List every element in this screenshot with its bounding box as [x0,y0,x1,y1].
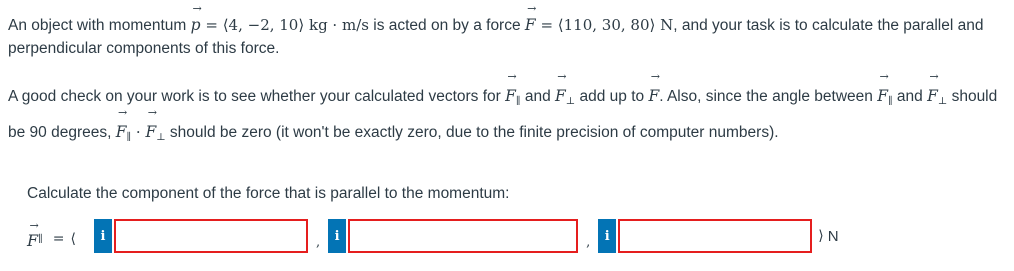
perp-subscript: ⊥ [156,132,166,143]
info-icon[interactable]: i [598,219,616,253]
momentum-vector-symbol [190,2,202,37]
parallel-subscript: ∥ [515,96,521,107]
F-symbol: F [505,87,516,105]
dot-operator: · [131,123,146,141]
vector-arrow: → [29,218,39,232]
F-parallel-symbol [27,218,39,250]
check-text-1: A good check on your work is to see whether your calculated vectors for [8,88,506,105]
check-text-5: should be zero (it won't be exactly zero, due to the finite precision of computer numbers). [165,124,779,141]
F-parallel-symbol [877,70,889,111]
F-parallel-symbol [505,70,517,111]
F-symbol: F [27,230,39,250]
force-value: ⟨110, 30, 80⟩ N [557,16,674,34]
p-symbol: p [190,16,201,34]
x-component-field [94,219,308,253]
vector-arrow: → [650,70,660,83]
F-symbol: F [524,16,536,34]
vector-arrow: → [879,70,889,83]
intro-text-2: is acted on by a force [368,17,525,34]
open-bracket: ⟨ [70,231,76,247]
close-bracket: ⟩ [818,228,824,244]
F-symbol: F [115,123,127,141]
F-symbol: F [555,87,566,105]
F-symbol: F [648,87,660,105]
question-prompt: Calculate the component of the force that is parallel to the momentum: [27,185,510,202]
vector-arrow: → [527,2,537,15]
unit-label: N [827,227,839,245]
comma-separator: , [315,234,321,250]
F-symbol: F [145,123,157,141]
parallel-subscript: ∥ [126,132,132,143]
info-icon[interactable]: i [94,219,112,253]
answer-lhs [27,218,86,250]
vector-arrow: → [118,106,128,119]
check-text-2: add up to [575,88,649,105]
vector-arrow: → [147,106,157,119]
check-hint [8,70,1008,152]
equals-sign: = [535,16,558,34]
vector-arrow: → [192,2,202,15]
force-vector-symbol [524,2,537,37]
equals-sign: = [52,231,65,247]
x-component-input[interactable] [114,219,308,253]
z-component-input[interactable] [618,219,812,253]
info-icon[interactable]: i [328,219,346,253]
and-text: and [520,88,555,105]
vector-arrow: → [557,70,567,83]
vector-arrow: → [507,70,517,83]
z-component-field [598,219,812,253]
intro-text-3: , and your task is to calculate the parallel and perpendicular components of this force. [8,17,984,57]
F-vector-symbol [648,70,660,111]
F-perp-symbol [145,106,157,147]
check-text-3: . Also, since the angle between [659,88,878,105]
y-component-input[interactable] [348,219,578,253]
F-perp-symbol [927,70,939,111]
F-symbol: F [927,87,938,105]
check-text-4: should be 90 degrees, [8,88,998,141]
momentum-value: ⟨4, −2, 10⟩ kg · m/s [222,16,369,34]
parallel-subscript: ∥ [38,233,43,245]
equals-sign: = [200,16,223,34]
and-text: and [892,88,928,105]
perp-subscript: ⊥ [565,96,576,107]
intro-text: An object with momentum [8,17,191,34]
F-symbol: F [877,87,888,105]
y-component-field [328,219,578,253]
perp-subscript: ⊥ [937,96,948,107]
vector-arrow: → [929,70,939,83]
F-parallel-symbol [115,106,128,147]
answer-row [27,218,839,254]
problem-statement [8,2,1008,60]
F-perp-symbol [555,70,567,111]
parallel-subscript: ∥ [887,96,893,107]
comma-separator: , [586,234,591,250]
